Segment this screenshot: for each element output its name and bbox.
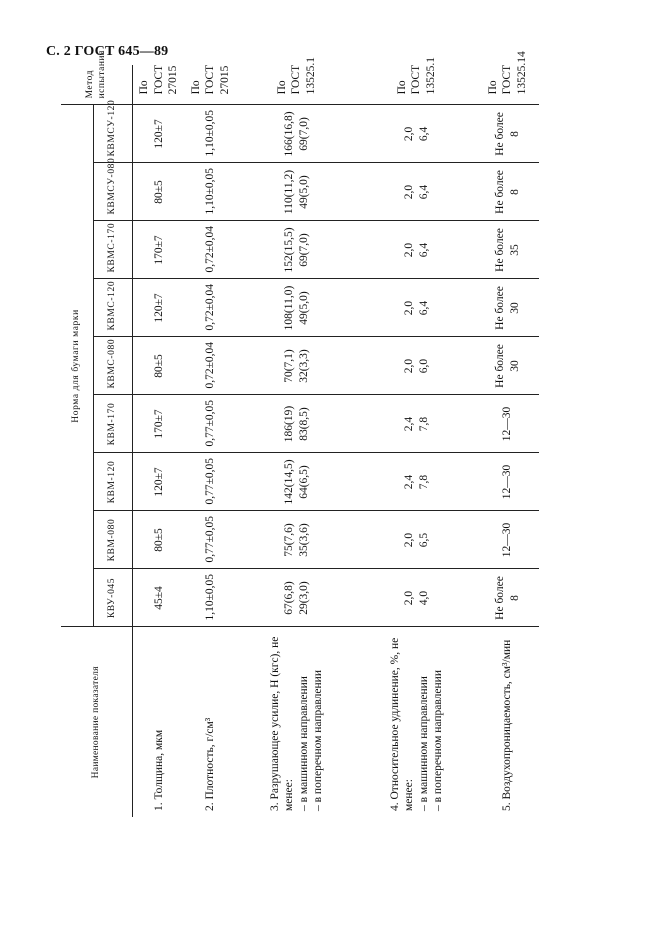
grade-header: КВМ-080 (94, 511, 133, 569)
machine-value: 110(11,2) (283, 169, 296, 215)
machine-value: 2,0 (403, 126, 416, 142)
machine-value: 186(19) (283, 405, 296, 443)
table-cell: Не более 30 (477, 337, 539, 395)
table-cell (237, 279, 357, 337)
table-cell: 12—30 (477, 395, 539, 453)
grade-header: КВМ-120 (94, 453, 133, 511)
machine-value: 75(7,6) (283, 523, 296, 557)
cross-value: 35(3,6) (297, 523, 310, 557)
machine-value: 2,0 (403, 184, 416, 200)
page-header: С. 2 ГОСТ 645—89 (46, 44, 169, 59)
table-cell (357, 511, 477, 569)
machine-value: 2,0 (403, 532, 416, 548)
cross-value: 64(6,5) (297, 465, 310, 499)
cross-value: 83(8,5) (297, 407, 310, 441)
table-cell: 1,10±0,05 (185, 569, 237, 627)
table-cell (237, 395, 357, 453)
machine-value: 2,0 (403, 358, 416, 374)
table-cell (357, 105, 477, 163)
table-cell: 1,10±0,05 (185, 105, 237, 163)
elongation-machine-label: – в машинном направлении (417, 676, 430, 811)
row-label-thickness: 1. Толщина, мкм (133, 627, 185, 817)
machine-value: 70(7,1) (283, 349, 296, 383)
method-cell: По ГОСТ 27015 (138, 64, 179, 95)
cross-value: 6,4 (417, 242, 430, 258)
column-header-method: Метод испытания (61, 65, 133, 105)
column-header-norm: Норма для бумаги марки (61, 105, 94, 627)
grade-header: КВМС-080 (94, 337, 133, 395)
table-cell: 170±7 (133, 221, 185, 279)
table-cell: 80±5 (133, 163, 185, 221)
table-cell (237, 453, 357, 511)
cross-value: 69(7,0) (297, 233, 310, 267)
table-cell: Не более 8 (477, 569, 539, 627)
table-cell: 12—30 (477, 453, 539, 511)
table-cell: 0,72±0,04 (185, 337, 237, 395)
table-cell (357, 163, 477, 221)
row-label-elongation (357, 627, 477, 817)
table-cell: 0,77±0,05 (185, 511, 237, 569)
cross-value: 49(5,0) (297, 175, 310, 209)
elongation-title: 4. Относительное удлинение, %, не менее: (388, 637, 416, 811)
column-header-indicator: Наименование показателя (61, 627, 133, 817)
table-cell (357, 337, 477, 395)
cross-value: 7,8 (417, 474, 430, 490)
cross-value: 69(7,0) (297, 117, 310, 151)
machine-value: 2,0 (403, 300, 416, 316)
method-cell: По ГОСТ 27015 (189, 64, 231, 95)
table-cell (357, 395, 477, 453)
machine-value: 152(15,5) (283, 227, 296, 273)
table-cell (357, 569, 477, 627)
table-cell: 0,77±0,05 (185, 453, 237, 511)
row-label-density: 2. Плотность, г/см³ (185, 627, 237, 817)
table-cell: 45±4 (133, 569, 185, 627)
cross-value: 29(3,0) (297, 581, 310, 615)
table-row (357, 65, 477, 817)
machine-value: 2,0 (403, 590, 416, 606)
breaking-force-machine-label: – в машинном направлении (297, 676, 310, 811)
cross-value: 49(5,0) (297, 291, 310, 325)
table-cell (237, 221, 357, 279)
table-cell: 0,72±0,04 (185, 279, 237, 337)
grade-header: КВМСУ-080 (94, 163, 133, 221)
table-cell: Не более 8 (477, 105, 539, 163)
machine-value: 166(16,8) (283, 111, 296, 157)
table-cell: 120±7 (133, 105, 185, 163)
table-cell: 80±5 (133, 337, 185, 395)
table-row (477, 65, 539, 817)
cross-value: 6,4 (417, 300, 430, 316)
machine-value: 142(14,5) (283, 459, 296, 505)
cross-value: 32(3,3) (297, 349, 310, 383)
table-cell (237, 569, 357, 627)
cross-value: 4,0 (417, 590, 430, 606)
grade-header: КВМ-170 (94, 395, 133, 453)
table-cell (237, 163, 357, 221)
table-cell: 120±7 (133, 279, 185, 337)
grade-header: КВМС-120 (94, 279, 133, 337)
table-cell: 170±7 (133, 395, 185, 453)
grade-header: КВУ-045 (94, 569, 133, 627)
cross-value: 7,8 (417, 416, 430, 432)
table-cell: Не более 8 (477, 163, 539, 221)
table-cell: Не более 30 (477, 279, 539, 337)
breaking-force-cross-label: – в поперечном направлении (311, 670, 324, 811)
grade-header: КВМС-170 (94, 221, 133, 279)
machine-value: 2,4 (403, 416, 416, 432)
table-cell: 12—30 (477, 511, 539, 569)
machine-value: 2,4 (403, 474, 416, 490)
grade-header: КВМСУ-120 (94, 105, 133, 163)
method-cell: По ГОСТ 13525.1 (275, 57, 317, 95)
table-cell (357, 453, 477, 511)
table-cell: 0,72±0,04 (185, 221, 237, 279)
cross-value: 6,4 (417, 184, 430, 200)
table-cell: 1,10±0,05 (185, 163, 237, 221)
table-cell: 120±7 (133, 453, 185, 511)
machine-value: 2,0 (403, 242, 416, 258)
table-row (237, 65, 357, 817)
machine-value: 108(11,0) (283, 285, 296, 331)
cross-value: 6,0 (417, 358, 430, 374)
breaking-force-title: 3. Разрушающее усилие, Н (кгс), не менее: (268, 636, 296, 811)
table-cell (237, 105, 357, 163)
elongation-cross-label: – в поперечном направлении (431, 670, 444, 811)
cross-value: 6,5 (417, 532, 430, 548)
row-label-air-permeability: 5. Воздухопроницаемость, см³/мин (477, 627, 539, 817)
machine-value: 67(6,8) (283, 581, 296, 615)
table-cell (357, 221, 477, 279)
cross-value: 6,4 (417, 126, 430, 142)
table-cell: Не более 35 (477, 221, 539, 279)
table-row (185, 65, 237, 817)
table-cell (357, 279, 477, 337)
table-cell (237, 337, 357, 395)
table-cell (237, 511, 357, 569)
method-cell: По ГОСТ 13525.14 (486, 51, 528, 95)
table-row (133, 65, 185, 817)
table-cell: 80±5 (133, 511, 185, 569)
table-cell: 0,77±0,05 (185, 395, 237, 453)
method-cell: По ГОСТ 13525.1 (395, 57, 437, 95)
row-label-breaking-force (237, 627, 357, 817)
